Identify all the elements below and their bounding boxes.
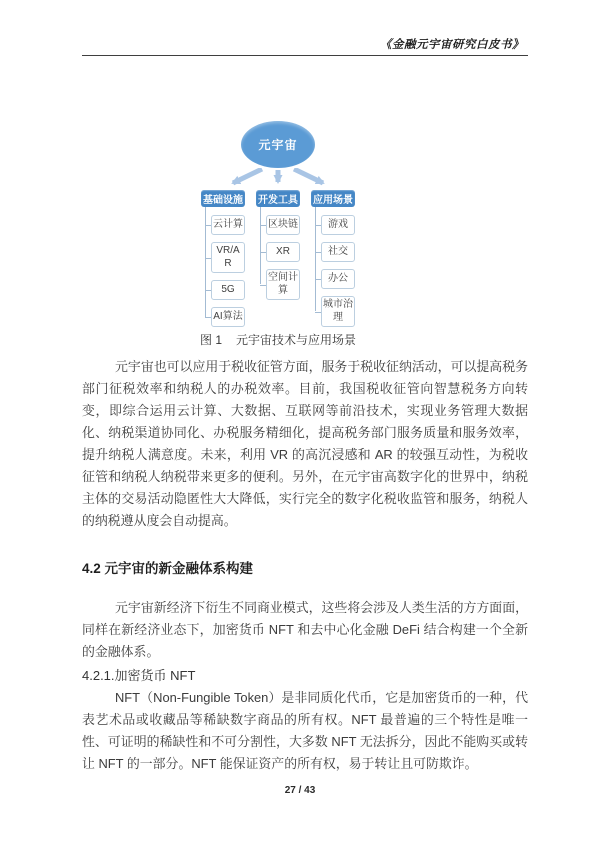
branch-children [256,207,300,300]
header-divider [82,55,528,56]
figure-1 [82,121,474,348]
figure-caption-label: 图 1 [199,333,222,347]
branch-children [201,207,245,327]
section-heading-4-2: 4.2 元宇宙的新金融体系构建 [82,561,254,576]
branch-children [311,207,355,327]
diagram-node: 城市治理 [321,296,355,327]
paragraph-new-economy: 元宇宙新经济下衍生不同商业模式，这些将会涉及人类生活的方方面面，同样在新经济业态下，加密货币 NFT 和去中心化金融 DeFi 结合构建一个全新的金融体系。 [82,600,528,659]
diagram-node: 游戏 [321,215,355,235]
subsection-heading-4-2-1: 4.2.1.加密货币 NFT [82,668,196,683]
branch-dev-tools [256,190,300,327]
diagram-node: AI算法 [211,307,245,327]
figure-caption-text: 元宇宙技术与应用场景 [236,333,357,347]
branch-header: 基础设施 [201,190,245,207]
page-number: 27 / 43 [284,785,316,796]
paragraph-tax-administration: 元宇宙也可以应用于税收征管方面，服务于税收征纳活动，可以提高税务部门征税效率和纳税人的办税效率。目前，我国税收征管向智慧税务方向转变，即综合运用云计算、大数据、互联网等前沿技术，实现业务管理大数据化、纳税渠道协同化、办税服务精细化，提高税务部门服务质量和服务效率，提升纳税人满意度。未来，利用 VR 的高沉浸感和 AR 的较强互动性，为税收征管和纳税人纳税带来更多的便利。另外，在元宇宙高数字化的世界中，纳税主体的交易活动隐匿性大大降低，实行完全的数字化税收监管和服务，纳税人的纳税遵从度会自动提高。 [82,359,528,528]
metaverse-diagram [201,121,355,327]
branch-infrastructure [201,190,245,327]
diagram-node: VR/AR [211,242,245,273]
diagram-branches [201,190,355,327]
diagram-node: XR [266,242,300,262]
diagram-node: 5G [211,280,245,300]
diagram-node: 社交 [321,242,355,262]
diagram-node: 办公 [321,269,355,289]
diagram-arrows-icon [201,168,355,190]
diagram-root-node: 元宇宙 [241,121,315,168]
document-body [82,356,528,775]
branch-use-cases [311,190,355,327]
figure-caption [82,331,474,348]
diagram-node: 区块链 [266,215,300,235]
diagram-node: 云计算 [211,215,245,235]
diagram-node: 空间计算 [266,269,300,300]
paragraph-nft: NFT（Non-Fungible Token）是非同质化代币，它是加密货币的一种，代表艺术品或收藏品等稀缺数字商品的所有权。NFT 最普遍的三个特性是唯一性、可证明的稀缺性和不可分割性，大多数 NFT 无法拆分，因此不能购买或转让 NFT 的一部分。NFT 能保证资产的所有权，易于转让且可防欺诈。 [82,690,528,771]
running-header-title: 《金融元宇宙研究白皮书》 [380,39,524,51]
branch-header: 应用场景 [311,190,355,207]
branch-header: 开发工具 [256,190,300,207]
